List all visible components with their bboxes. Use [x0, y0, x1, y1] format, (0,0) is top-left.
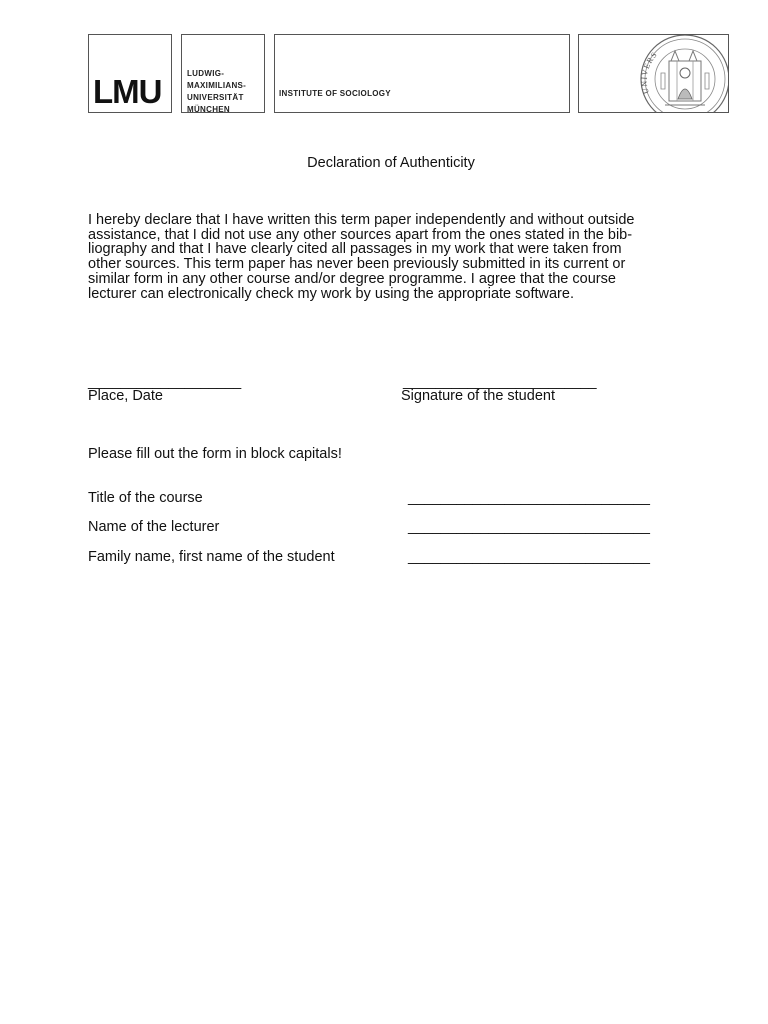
- lmu-logo: LMU: [93, 73, 162, 110]
- declaration-paragraph: [88, 213, 635, 301]
- institute-box: [274, 34, 570, 113]
- paragraph-line: other sources. This term paper has never been previously submitted in its current or: [88, 256, 626, 273]
- student-name-label: Family name, first name of the student: [88, 549, 335, 565]
- lecturer-name-field[interactable]: ______________________________: [408, 519, 650, 535]
- university-name-line: MAXIMILIANS-: [187, 81, 247, 90]
- form-instruction: Please fill out the form in block capitals!: [88, 446, 342, 462]
- student-name-field[interactable]: ______________________________: [408, 549, 650, 565]
- paragraph-line: I hereby declare that I have written this term paper independently and without outside: [88, 212, 635, 228]
- paragraph-line: lecturer can electronically check my work by using the appropriate software.: [88, 285, 574, 302]
- student-signature-label: Signature of the student: [401, 388, 555, 404]
- place-date-line[interactable]: ___________________: [88, 374, 242, 390]
- page-title: Declaration of Authenticity: [307, 155, 475, 171]
- seal-lettering: UNIVERS: [639, 49, 660, 95]
- paragraph-line: liography and that I have clearly cited all passages in my work that were taken from: [88, 241, 622, 258]
- paragraph-line: assistance, that I did not use any other sources apart from the ones stated in the bib-: [88, 226, 633, 243]
- seal-box: [578, 34, 729, 113]
- course-title-field[interactable]: ______________________________: [408, 490, 650, 506]
- lecturer-name-label: Name of the lecturer: [88, 519, 220, 535]
- university-seal-icon: [631, 34, 729, 113]
- university-name-box: [181, 34, 265, 113]
- course-title-label: Title of the course: [88, 490, 203, 506]
- university-name-line: UNIVERSITÄT: [187, 93, 244, 102]
- university-name: [187, 68, 246, 116]
- institute-name: INSTITUTE OF SOCIOLOGY: [279, 89, 391, 98]
- student-signature-line[interactable]: ________________________: [403, 374, 597, 390]
- university-name-line: MÜNCHEN: [187, 105, 230, 114]
- paragraph-line: similar form in any other course and/or degree programme. I agree that the course: [88, 270, 616, 287]
- place-date-label: Place, Date: [88, 388, 163, 404]
- lmu-logo-box: [88, 34, 172, 113]
- university-name-line: LUDWIG-: [187, 69, 225, 78]
